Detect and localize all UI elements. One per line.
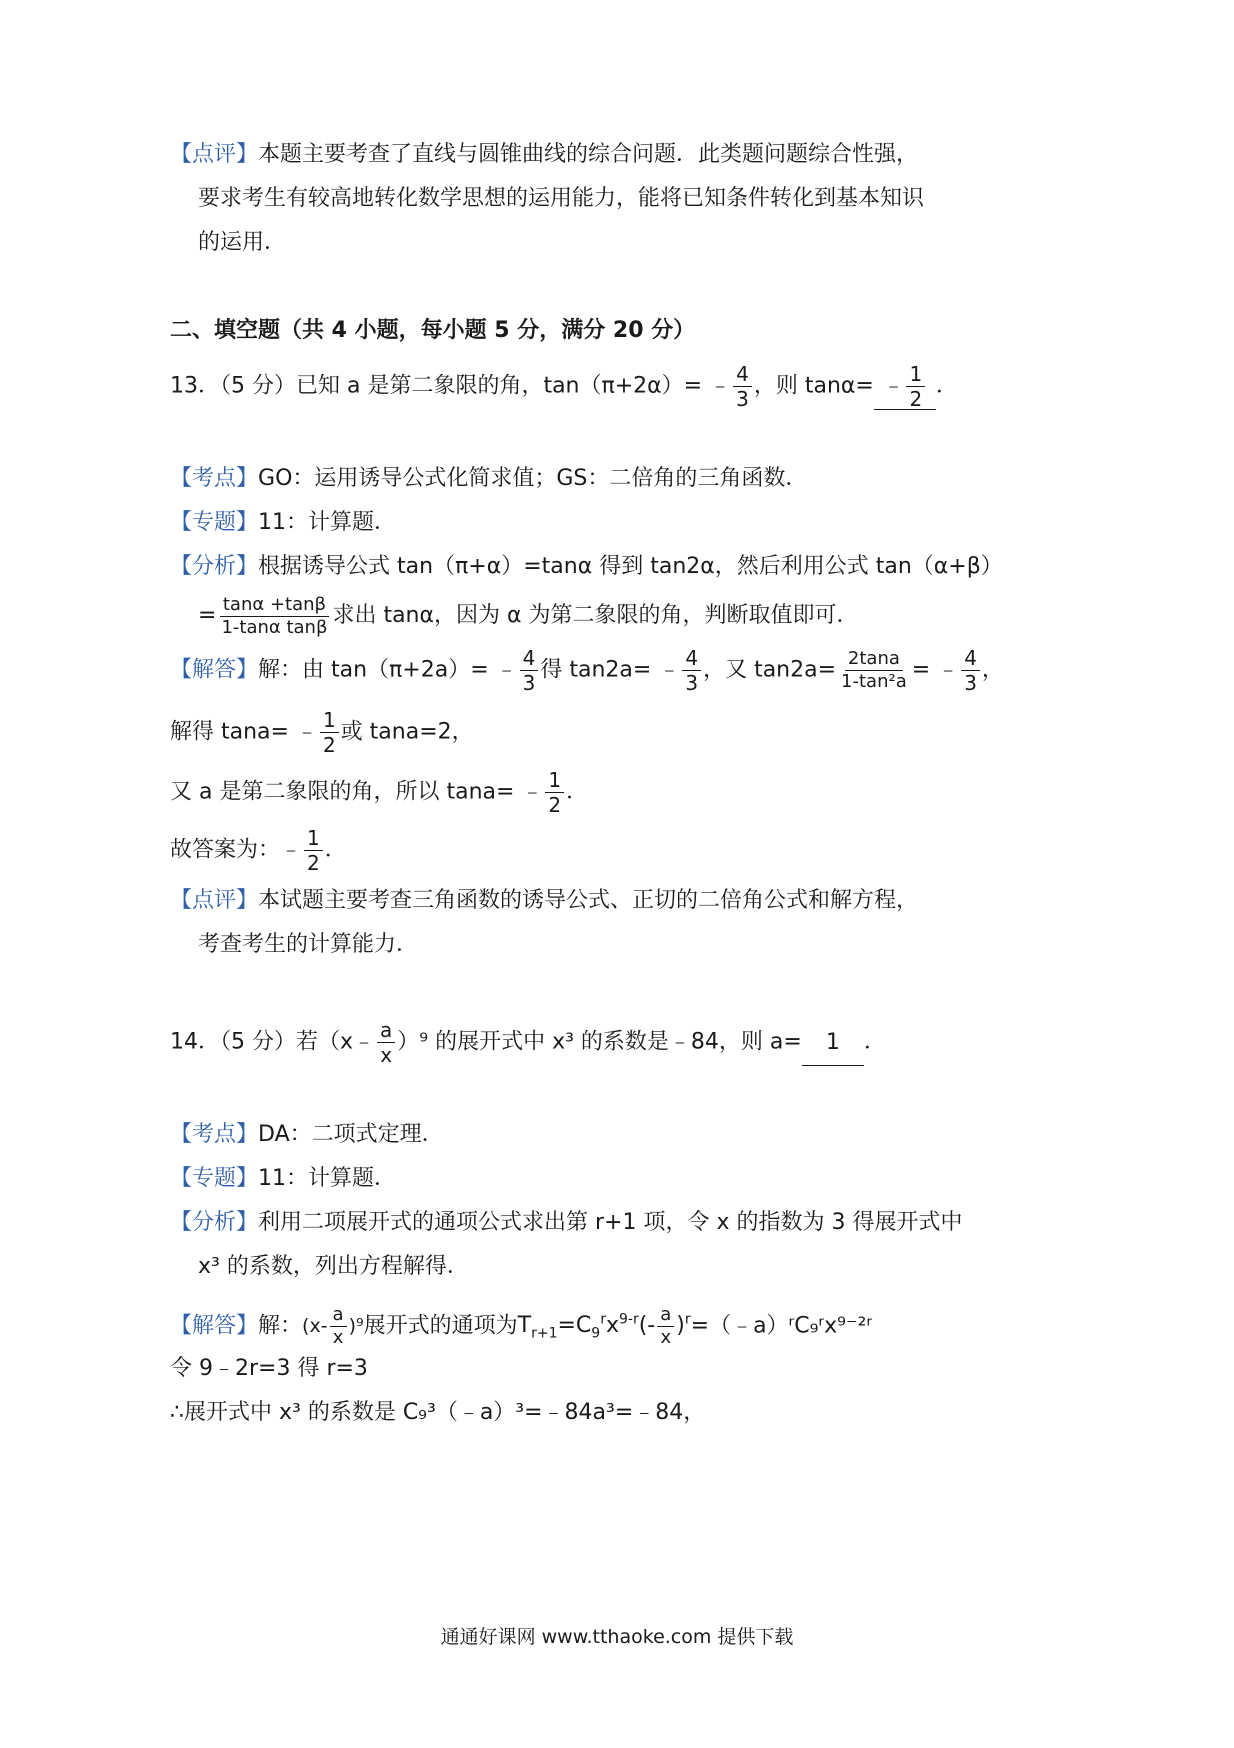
paren-exponent: r bbox=[684, 1312, 691, 1328]
q14-fenxi-line2: x³ 的系数，列出方程解得． bbox=[198, 1254, 469, 1279]
kaodian-tag: 【考点】 bbox=[170, 1122, 259, 1147]
kaodian-text: GO：运用诱导公式化简求值；GS：二倍角的三角函数． bbox=[258, 466, 808, 491]
q14-jieda-line3: ∴展开式中 x³ 的系数是 C₉³（﹣a）³=﹣84a³=﹣84， bbox=[170, 1400, 706, 1425]
p12-comment-line3: 的运用． bbox=[198, 230, 287, 255]
jieda-tag: 【解答】 bbox=[170, 657, 259, 683]
q13-jieda-line3 bbox=[170, 770, 588, 815]
fenxi-equals: = bbox=[198, 603, 217, 628]
fraction-denominator: 2 bbox=[307, 851, 320, 875]
jieda-text: = ﹣ bbox=[911, 657, 960, 683]
jieda-text: 又 a 是第二象限的角，所以 tana= ﹣ bbox=[170, 779, 544, 805]
fraction-denominator: x bbox=[660, 1326, 672, 1348]
jieda-text: ． bbox=[324, 837, 347, 863]
dianping-text: 本试题主要考查三角函数的诱导公式、正切的二倍角公式和解方程， bbox=[258, 888, 919, 913]
paren-close: ) bbox=[676, 1313, 685, 1339]
fraction-numerator: 4 bbox=[961, 648, 980, 671]
fenxi-text-2: 求出 tanα，因为 α 为第二象限的角，判断取值即可． bbox=[332, 603, 859, 628]
jieda-text: 或 tana=2， bbox=[340, 719, 474, 745]
jieda-text: 得 tan2a= ﹣ bbox=[540, 657, 681, 683]
fraction-numerator: 1 bbox=[320, 710, 339, 733]
expr-close: )⁹ bbox=[348, 1315, 364, 1338]
q14-zhuanti bbox=[170, 1164, 396, 1194]
q13-dianping-line2: 考查考生的计算能力． bbox=[198, 932, 419, 957]
kaodian-text: DA：二项式定理． bbox=[258, 1122, 444, 1147]
fraction-numerator: 4 bbox=[682, 648, 701, 671]
q14-jieda-line1 bbox=[170, 1296, 872, 1358]
fraction bbox=[304, 828, 323, 873]
binomial-expression bbox=[302, 1304, 364, 1349]
zhuanti-text: 11：计算题． bbox=[258, 1166, 397, 1191]
q13-zhuanti bbox=[170, 508, 396, 538]
fraction-denominator: 2 bbox=[909, 387, 923, 411]
q13-stem-text: 13．（5 分）已知 a 是第二象限的角，tan（π+2α）= ﹣ bbox=[170, 373, 732, 399]
fenxi-tag: 【分析】 bbox=[170, 1210, 259, 1235]
fraction-numerator: a bbox=[377, 1020, 395, 1043]
fraction bbox=[657, 1303, 674, 1348]
fenxi-tag: 【分析】 bbox=[170, 554, 259, 579]
q13-jieda-line4 bbox=[170, 828, 347, 873]
term-x: x bbox=[605, 1313, 619, 1339]
q13-stem bbox=[170, 364, 958, 410]
fraction-numerator: 1 bbox=[906, 364, 925, 387]
fraction-denominator: x bbox=[332, 1327, 344, 1349]
kaodian-tag: 【考点】 bbox=[170, 466, 259, 491]
q14-answer-blank: 1 bbox=[802, 1021, 864, 1066]
fraction-numerator: 1 bbox=[304, 828, 323, 851]
fraction-denominator: 2 bbox=[548, 793, 562, 817]
jieda-tag: 【解答】 bbox=[170, 1313, 259, 1339]
fraction-denominator: 3 bbox=[522, 671, 536, 695]
q14-stem-text: 14．（5 分）若（x﹣ bbox=[170, 1029, 376, 1055]
p12-comment-line1 bbox=[170, 140, 918, 170]
x-exponent: 9-r bbox=[619, 1312, 639, 1328]
zhuanti-tag: 【专题】 bbox=[170, 1166, 259, 1191]
zhuanti-tag: 【专题】 bbox=[170, 510, 259, 535]
fraction-denominator: 2 bbox=[322, 733, 336, 757]
fraction-numerator: 2tana bbox=[845, 650, 903, 671]
fraction bbox=[961, 648, 980, 693]
jieda-text: 解得 tana= ﹣ bbox=[170, 719, 318, 745]
jieda-text: 解：由 tan（π+2a）= ﹣ bbox=[258, 657, 518, 683]
fraction-denominator: 1-tan²a bbox=[841, 671, 907, 692]
jieda-text: =（﹣a）ʳC₉ʳx⁹⁻²ʳ bbox=[690, 1313, 873, 1339]
comb-subscript: 9 bbox=[591, 1325, 601, 1342]
q13-fenxi-line2 bbox=[198, 594, 859, 638]
fraction bbox=[545, 770, 564, 815]
comment-text: 本题主要考查了直线与圆锥曲线的综合问题．此类题问题综合性强， bbox=[258, 142, 919, 167]
page-footer: 通通好课网 www.tthaoke.com 提供下载 bbox=[440, 1626, 794, 1648]
jieda-text: 故答案为： bbox=[170, 837, 281, 863]
term-subscript: r+1 bbox=[531, 1325, 558, 1342]
q14-fenxi-line1 bbox=[170, 1208, 962, 1238]
comb-superscript: r bbox=[600, 1312, 606, 1328]
q14-kaodian bbox=[170, 1120, 444, 1150]
q14-jieda-line2: 令 9﹣2r=3 得 r=3 bbox=[170, 1356, 368, 1381]
fenxi-text: 根据诱导公式 tan（π+α）=tanα 得到 tan2α，然后利用公式 tan（α+β） bbox=[258, 554, 1003, 579]
answer-sign: ﹣ bbox=[882, 373, 905, 399]
fraction bbox=[320, 710, 339, 755]
fraction-denominator: 3 bbox=[736, 387, 749, 411]
q13-kaodian bbox=[170, 464, 807, 494]
paren-open: (- bbox=[638, 1313, 656, 1339]
fenxi-text: 利用二项展开式的通项公式求出第 r+1 项，令 x 的指数为 3 得展开式中 bbox=[258, 1210, 963, 1235]
dianping-tag: 【点评】 bbox=[170, 888, 259, 913]
jieda-text: ． bbox=[566, 779, 589, 805]
fraction-numerator: 4 bbox=[733, 364, 752, 387]
fraction-numerator: a bbox=[657, 1306, 674, 1327]
answer-fraction bbox=[906, 364, 925, 409]
comment-tag: 【点评】 bbox=[170, 142, 259, 167]
expr-open: (x- bbox=[302, 1315, 328, 1338]
q14-stem-text-2: ）⁹ 的展开式中 x³ 的系数是﹣84，则 a= bbox=[397, 1029, 802, 1055]
fraction bbox=[682, 648, 701, 693]
term-eq: =C bbox=[557, 1313, 592, 1339]
jieda-text: ， bbox=[981, 657, 1004, 683]
p12-comment-line2: 要求考生有较高地转化数学思想的运用能力，能将已知条件转化到基本知识 bbox=[198, 186, 925, 211]
stem-end: ． bbox=[863, 1029, 886, 1055]
section-title: 二、填空题（共 4 小题，每小题 5 分，满分 20 分） bbox=[170, 318, 696, 343]
zhuanti-text: 11：计算题． bbox=[258, 510, 397, 535]
q13-jieda-line1 bbox=[170, 648, 1004, 693]
double-angle-fraction bbox=[838, 650, 910, 691]
fraction-denominator: 1-tanα tanβ bbox=[221, 616, 328, 638]
q13-fraction bbox=[733, 364, 752, 409]
q14-stem bbox=[170, 1020, 886, 1066]
answer-sign: ﹣ bbox=[280, 837, 303, 863]
fraction-numerator: 1 bbox=[545, 770, 564, 793]
q13-fenxi-line1 bbox=[170, 552, 1003, 582]
fraction-numerator: 4 bbox=[520, 648, 539, 671]
tan-sum-fraction bbox=[218, 593, 330, 638]
q13-jieda-line2 bbox=[170, 710, 474, 755]
jieda-text: ，又 tan2a= bbox=[703, 657, 837, 683]
stem-end: ． bbox=[935, 373, 958, 399]
fraction bbox=[520, 648, 539, 693]
fraction-numerator: tanα +tanβ bbox=[220, 596, 329, 617]
fraction bbox=[377, 1020, 395, 1065]
fraction bbox=[330, 1306, 347, 1347]
fraction-denominator: 3 bbox=[964, 671, 977, 695]
q13-answer-blank bbox=[874, 364, 936, 410]
q13-stem-mid: ，则 tanα= bbox=[753, 373, 874, 399]
fraction-numerator: a bbox=[330, 1306, 347, 1327]
q13-dianping-line1 bbox=[170, 886, 918, 916]
general-term bbox=[517, 1303, 691, 1348]
fraction-denominator: x bbox=[380, 1043, 393, 1067]
term-symbol: T bbox=[517, 1313, 532, 1339]
fraction-denominator: 3 bbox=[685, 671, 699, 695]
jieda-text: 解： bbox=[258, 1313, 303, 1339]
jieda-text: 展开式的通项为 bbox=[363, 1313, 518, 1339]
